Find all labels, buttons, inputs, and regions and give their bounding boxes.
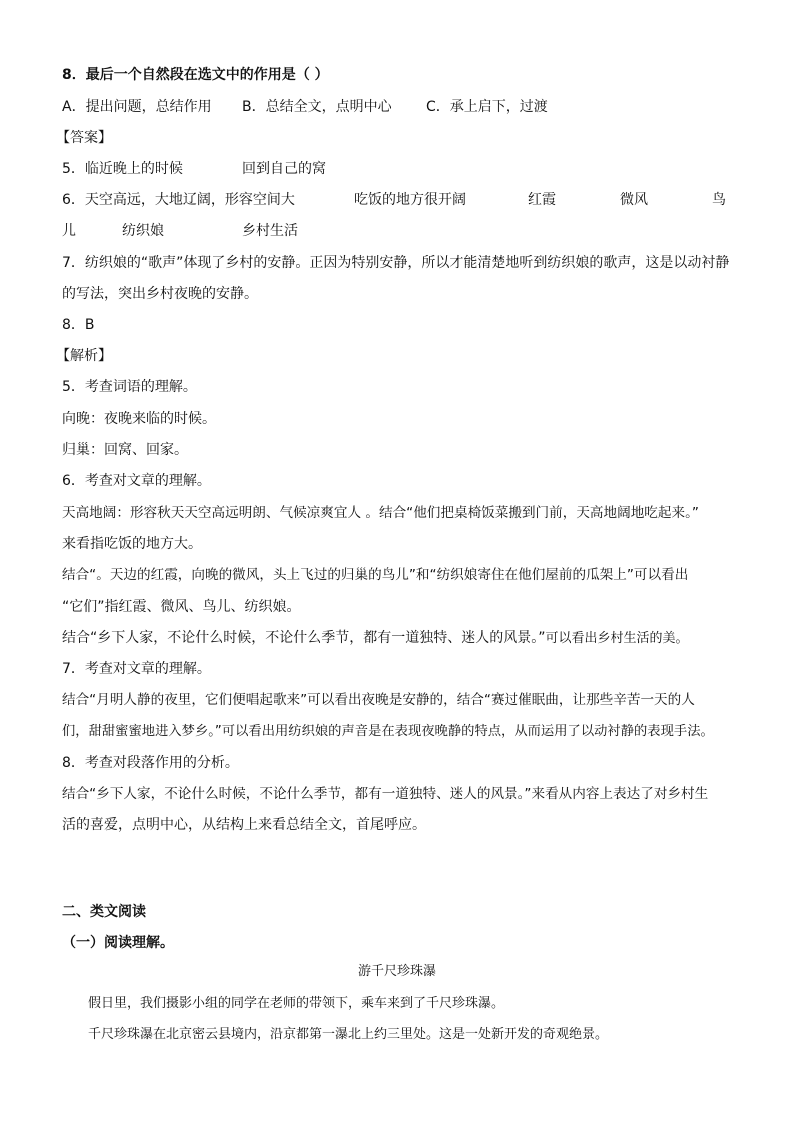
answer-6-line1 xyxy=(62,190,742,210)
analysis-7-title: 7．考查对文章的理解。 xyxy=(62,661,211,677)
answer-heading: 【答案】 xyxy=(56,130,112,146)
answer-7-line2: 的写法，突出乡村夜晚的安静。 xyxy=(62,286,258,302)
answer-6-part4: 微风 xyxy=(620,192,648,208)
analysis-5-line2: 归巢：回窝、回家。 xyxy=(62,442,188,458)
section-2-title: 二、类文阅读 xyxy=(62,904,146,920)
analysis-8-line1: 结合“乡下人家，不论什么时候，不论什么季节，都有一道独特、迷人的风景。”来看从内容上表达了对乡村生 xyxy=(62,786,709,802)
analysis-7-line2: 们，甜甜蜜蜜地进入梦乡。”可以看出用纺织娘的声音是在表现夜晚静的特点，从而运用了以动衬静的表现手法。 xyxy=(62,724,714,739)
answer-6-part3: 红霞 xyxy=(528,192,556,208)
question-8-options xyxy=(62,97,742,117)
answer-5-part2: 回到自己的窝 xyxy=(242,161,326,177)
analysis-6-line5-quote: 结合“乡下人家，不论什么时候，不论什么季节，都有一道独特、迷人的风景。” xyxy=(62,630,546,646)
question-8-stem: 8．最后一个自然段在选文中的作用是（ ） xyxy=(62,67,329,83)
answer-6-part2: 吃饭的地方很开阔 xyxy=(354,192,466,208)
option-c: C．承上启下，过渡 xyxy=(426,99,548,115)
answer-6-part1: 6．天空高远，大地辽阔，形容空间大 xyxy=(62,192,295,208)
answer-6-part6: 儿 xyxy=(62,223,76,239)
analysis-6-line5-tail: 可以看出乡村生活的美。 xyxy=(545,631,689,646)
article-paragraph-1: 假日里，我们摄影小组的同学在老师的带领下，乘车来到了千尺珍珠瀑。 xyxy=(88,996,505,1011)
analysis-5-title: 5．考查词语的理解。 xyxy=(62,379,197,395)
answer-6-line2 xyxy=(62,221,742,241)
analysis-8-line2: 活的喜爱，点明中心，从结构上来看总结全文，首尾呼应。 xyxy=(62,817,426,833)
analysis-8-title: 8．考查对段落作用的分析。 xyxy=(62,755,239,771)
answer-6-part5: 鸟 xyxy=(712,192,726,208)
analysis-6-line1: 天高地阔：形容秋天天空高远明朗、气候凉爽宜人 。结合“他们把桌椅饭菜搬到门前，天高地阔地吃起来。” xyxy=(62,505,699,521)
analysis-6-line4: “它们”指红霞、微风、鸟儿、纺织娘。 xyxy=(62,599,301,615)
option-b: B．总结全文，点明中心 xyxy=(242,99,392,115)
analysis-7-line1: 结合“月明人静的夜里，它们便唱起歌来”可以看出夜晚是安静的，结合“赛过催眠曲，让那些辛苦一天的人 xyxy=(62,692,695,708)
option-a: A．提出问题，总结作用 xyxy=(62,99,212,115)
answer-8: 8．B xyxy=(62,317,95,333)
section-2-subtitle: （一）阅读理解。 xyxy=(62,935,174,951)
article-paragraph-2: 千尺珍珠瀑在北京密云县境内，沿京都第一瀑北上约三里处。这是一处新开发的奇观绝景。 xyxy=(88,1027,609,1042)
answer-5 xyxy=(62,159,742,179)
analysis-heading: 【解析】 xyxy=(56,348,112,364)
analysis-5-line1: 向晚：夜晚来临的时候。 xyxy=(62,411,216,427)
analysis-6-title: 6．考查对文章的理解。 xyxy=(62,473,211,489)
answer-6-part7: 纺织娘 xyxy=(122,223,164,239)
answer-7-line1: 7．纺织娘的“歌声”体现了乡村的安静。正因为特别安静，所以才能清楚地听到纺织娘的歌声，这是以动衬静 xyxy=(62,255,730,271)
analysis-6-line5 xyxy=(62,628,689,649)
analysis-6-line2: 来看指吃饭的地方大。 xyxy=(62,536,202,552)
analysis-6-line3: 结合“。天边的红霞，向晚的微风，头上飞过的归巢的鸟儿”和“纺织娘寄住在他们屋前的瓜架上”可以看出 xyxy=(62,567,689,583)
answer-5-part1: 5．临近晚上的时候 xyxy=(62,161,183,177)
article-title: 游千尺珍珠瀑 xyxy=(357,964,436,979)
answer-6-part8: 乡村生活 xyxy=(242,223,298,239)
